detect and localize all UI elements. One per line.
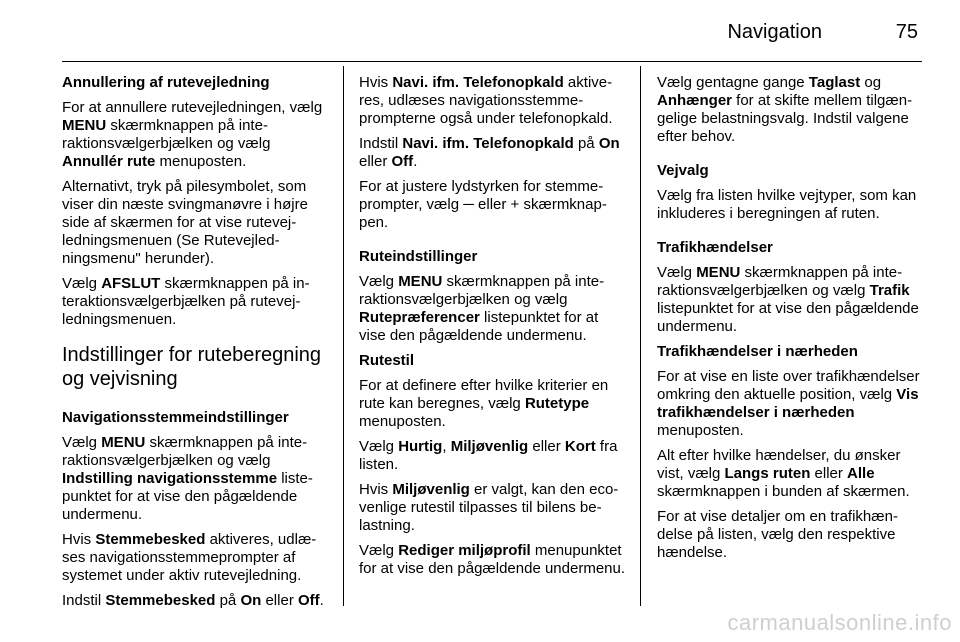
- column-divider-2: [640, 66, 641, 606]
- paragraph: Vælg fra listen hvilke vejtyper, som kan inkluderes i beregningen af ruten.: [657, 187, 917, 222]
- paragraph: Vælg MENU skærmknappen på interaktionsvælgerbjælken og vælg Indstilling navigationsstemme listepunktet for at vise den pågældende undermenu.: [62, 434, 313, 523]
- column-2: [359, 74, 627, 585]
- column-divider-1: [343, 66, 344, 606]
- paragraph: Hvis Miljøvenlig er valgt, kan den ecovenlige rutestil tilpasses til bilens belastning.: [359, 481, 619, 534]
- paragraph: Vælg AFSLUT skærmknappen på interaktionsvælgerbjælken på rutevejledningsmenuen.: [62, 275, 310, 328]
- paragraph: For at vise detaljer om en trafikhændelse på listen, vælg den respektive hændelse.: [657, 508, 898, 561]
- header-title: Navigation: [727, 21, 822, 43]
- paragraph: Vælg gentagne gange Taglast og Anhænger for at skifte mellem tilgængelige belastningsvalg. Indstil valgene efter behov.: [657, 74, 913, 145]
- section-title-vejvalg: Vejvalg: [657, 162, 709, 179]
- paragraph: Indstil Stemmebesked på On eller Off.: [62, 592, 324, 609]
- paragraph: For at vise en liste over trafikhændelser omkring den aktuelle position, vælg Vis trafikhændelser i nærheden menuposten.: [657, 368, 920, 439]
- paragraph: For at annullere rutevejledningen, vælg MENU skærmknappen på interaktionsvælgerbjælken og vælg Annullér rute menuposten.: [62, 99, 323, 170]
- section-title-annullering: Annullering af rutevejledning: [62, 74, 270, 91]
- page-number: 75: [895, 21, 918, 43]
- section-heading-indstillinger: Indstillinger for ruteberegning og vejvisning: [62, 344, 322, 390]
- paragraph: Alt efter hvilke hændelser, du ønsker vist, vælg Langs ruten eller Alle skærmknappen i bunden af skærmen.: [657, 447, 910, 500]
- paragraph: Vælg Rediger miljøprofil menupunktet for at vise den pågældende undermenu.: [359, 542, 626, 577]
- paragraph: Alternativt, tryk på pilesymbolet, som viser din næste svingmanøvre i højre side af skærmen for at vise rutevejledningsmenuen (Se Rutevejledningsmenu" herunder).: [62, 178, 308, 267]
- section-title-ruteindstillinger: Ruteindstillinger: [359, 248, 478, 265]
- column-3: [657, 74, 923, 569]
- section-title-rutestil: Rutestil: [359, 352, 415, 369]
- page-header: [62, 0, 922, 62]
- paragraph: Indstil Navi. ifm. Telefonopkald på On eller Off.: [359, 135, 620, 170]
- section-title-trafikhaendelser: Trafikhændelser: [657, 239, 773, 256]
- watermark: carmanualsonline.info: [727, 610, 952, 635]
- paragraph: For at definere efter hvilke kriterier en rute kan beregnes, vælg Rutetype menuposten.: [359, 377, 609, 430]
- plus-icon: +: [510, 196, 520, 213]
- paragraph: Hvis Stemmebesked aktiveres, udlæses navigationsstemmeprompter af systemet under aktiv rutevejledning.: [62, 531, 317, 584]
- column-1: [62, 74, 330, 617]
- section-title-trafik-naerheden: Trafikhændelser i nærheden: [657, 343, 858, 360]
- paragraph: Vælg Hurtig, Miljøvenlig eller Kort fra listen.: [359, 438, 618, 473]
- section-title-navigationsstemme: Navigationsstemmeindstillinger: [62, 409, 289, 426]
- paragraph: Vælg MENU skærmknappen på interaktionsvælgerbjælken og vælg Rutepræferencer listepunktet for at vise den pågældende undermenu.: [359, 273, 605, 344]
- paragraph: Hvis Navi. ifm. Telefonopkald aktiveres, udlæses navigationsstemmeprompterne også under telefonopkald.: [359, 74, 613, 127]
- minus-icon: ─: [463, 196, 474, 213]
- paragraph: For at justere lydstyrken for stemmeprompter, vælg ─ eller + skærmknappen.: [359, 178, 607, 231]
- paragraph: Vælg MENU skærmknappen på interaktionsvælgerbjælken og vælg Trafik listepunktet for at vise den pågældende undermenu.: [657, 264, 919, 335]
